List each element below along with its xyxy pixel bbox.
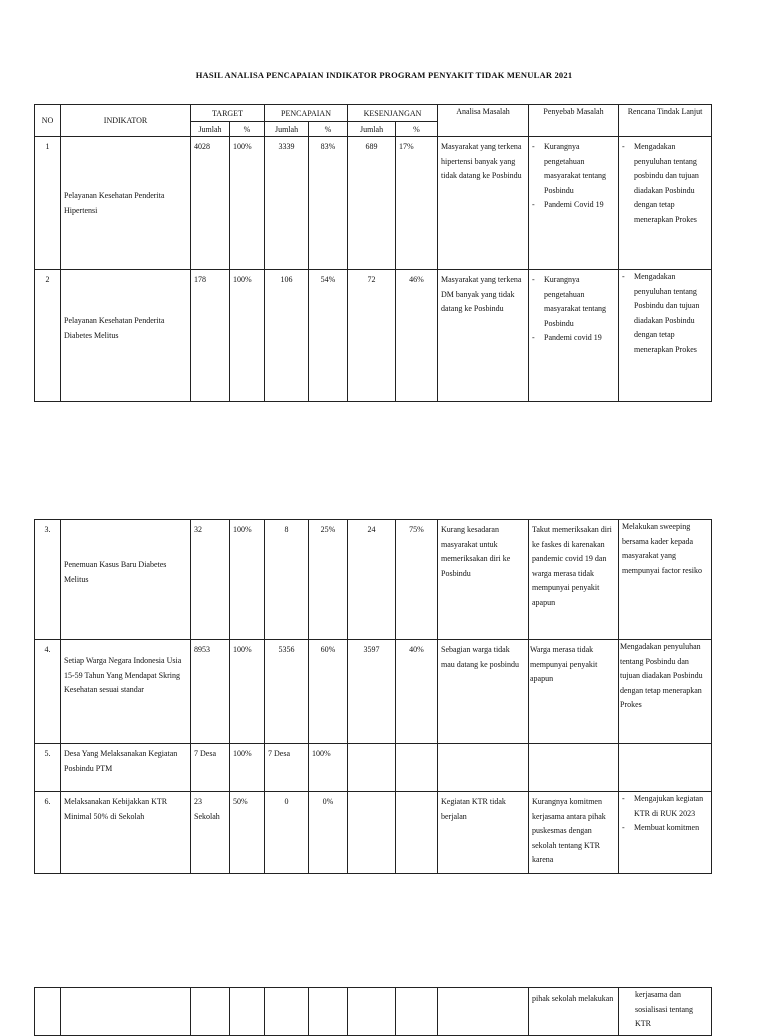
list-item: - Kurangnya pengetahuan masyarakat tentang Posbindu bbox=[532, 273, 615, 331]
subheader-senjang-jumlah: Jumlah bbox=[348, 122, 396, 137]
cell-senjang-pct bbox=[396, 744, 438, 792]
cell-senjang-jumlah: 24 bbox=[348, 520, 396, 640]
cell-target-pct: 100% bbox=[230, 270, 265, 402]
cell-no: 4. bbox=[35, 640, 61, 744]
cell-penyebab: Kurangnya komitmen kerjasama antara pihak puskesmas dengan sekolah tentang KTR karena bbox=[529, 792, 619, 874]
cell-senjang-jumlah bbox=[348, 792, 396, 874]
cell-capai-pct: 83% bbox=[309, 137, 348, 270]
cell-indikator bbox=[61, 988, 191, 1036]
cell-no: 1 bbox=[35, 137, 61, 270]
cell-indikator: Pelayanan Kesehatan Penderita Diabetes Melitus bbox=[61, 270, 191, 402]
header-analisa: Analisa Masalah bbox=[438, 105, 529, 137]
table-row bbox=[35, 520, 712, 640]
cell-capai-jumlah: 3339 bbox=[265, 137, 309, 270]
table-row bbox=[35, 270, 712, 402]
cell-rencana bbox=[619, 744, 712, 792]
cell-senjang-pct: 40% bbox=[396, 640, 438, 744]
cell-target-pct: 50% bbox=[230, 792, 265, 874]
cell-target-pct: 100% bbox=[230, 640, 265, 744]
cell-no: 3. bbox=[35, 520, 61, 640]
cell-no: 5. bbox=[35, 744, 61, 792]
cell-analisa: Sebagian warga tidak mau datang ke posbindu bbox=[438, 640, 529, 744]
list-item: - Membuat komitmen bbox=[622, 821, 708, 836]
cell-no: 6. bbox=[35, 792, 61, 874]
cell-penyebab: Warga merasa tidak mempunyai penyakit apapun bbox=[529, 640, 619, 744]
cell-capai-jumlah: 8 bbox=[265, 520, 309, 640]
cell-senjang-pct: 75% bbox=[396, 520, 438, 640]
cell-senjang-jumlah: 689 bbox=[348, 137, 396, 270]
cell-senjang-jumlah bbox=[348, 744, 396, 792]
cell-target-jumlah: 23 Sekolah bbox=[191, 792, 230, 874]
analysis-table-part-2 bbox=[34, 519, 712, 874]
subheader-capai-jumlah: Jumlah bbox=[265, 122, 309, 137]
cell-indikator: Melaksanakan Kebijakkan KTR Minimal 50% di Sekolah bbox=[61, 792, 191, 874]
cell-target-pct: 100% bbox=[230, 137, 265, 270]
cell-rencana bbox=[619, 792, 712, 874]
header-pencapaian: PENCAPAIAN bbox=[265, 105, 348, 122]
cell-indikator: Desa Yang Melaksanakan Kegiatan Posbindu PTM bbox=[61, 744, 191, 792]
cell-target-jumlah: 178 bbox=[191, 270, 230, 402]
cell-rencana: Melakukan sweeping bersama kader kepada masyarakat yang mempunyai factor resiko bbox=[619, 520, 712, 640]
list-item: - Mengadakan penyuluhan tentang posbindu dan tujuan diadakan Posbindu dengan tetap menerapkan Prokes bbox=[622, 140, 708, 227]
cell-senjang-pct: 46% bbox=[396, 270, 438, 402]
list-item: - Pandemi Covid 19 bbox=[532, 198, 615, 213]
subheader-capai-pct: % bbox=[309, 122, 348, 137]
header-no: NO bbox=[35, 105, 61, 137]
cell-penyebab bbox=[529, 744, 619, 792]
cell-capai-pct: 54% bbox=[309, 270, 348, 402]
subheader-target-pct: % bbox=[230, 122, 265, 137]
cell-senjang-pct: 17% bbox=[396, 137, 438, 270]
subheader-senjang-pct: % bbox=[396, 122, 438, 137]
document-title: HASIL ANALISA PENCAPAIAN INDIKATOR PROGRAM PENYAKIT TIDAK MENULAR 2021 bbox=[195, 70, 573, 80]
cell-capai-pct bbox=[309, 988, 348, 1036]
cell-penyebab: Takut memeriksakan diri ke faskes di karenakan pandemic covid 19 dan warga merasa tidak mempunyai penyakit apapun bbox=[529, 520, 619, 640]
cell-senjang-jumlah bbox=[348, 988, 396, 1036]
cell-analisa: Masyarakat yang terkena DM banyak yang tidak datang ke Posbindu bbox=[438, 270, 529, 402]
cell-penyebab bbox=[529, 137, 619, 270]
header-kesenjangan: KESENJANGAN bbox=[348, 105, 438, 122]
cell-capai-pct: 0% bbox=[309, 792, 348, 874]
table-row bbox=[35, 640, 712, 744]
cell-penyebab bbox=[529, 270, 619, 402]
cell-analisa bbox=[438, 988, 529, 1036]
header-rencana: Rencana Tindak Lanjut bbox=[619, 105, 712, 137]
table-row bbox=[35, 744, 712, 792]
header-indikator: INDIKATOR bbox=[61, 105, 191, 137]
cell-no: 2 bbox=[35, 270, 61, 402]
table-row bbox=[35, 792, 712, 874]
cell-analisa: Masyarakat yang terkena hipertensi banyak yang tidak datang ke Posbindu bbox=[438, 137, 529, 270]
cell-senjang-jumlah: 3597 bbox=[348, 640, 396, 744]
cell-target-pct bbox=[230, 988, 265, 1036]
cell-target-pct: 100% bbox=[230, 520, 265, 640]
cell-target-jumlah: 7 Desa bbox=[191, 744, 230, 792]
cell-capai-pct: 60% bbox=[309, 640, 348, 744]
cell-analisa: Kurang kesadaran masyarakat untuk memeriksakan diri ke Posbindu bbox=[438, 520, 529, 640]
analysis-table-part-1 bbox=[34, 104, 712, 402]
cell-target-jumlah: 32 bbox=[191, 520, 230, 640]
list-item: - Mengadakan penyuluhan tentang Posbindu dan tujuan diadakan Posbindu dengan tetap menerapkan Prokes bbox=[622, 270, 708, 357]
cell-rencana bbox=[619, 270, 712, 402]
header-penyebab: Penyebab Masalah bbox=[529, 105, 619, 137]
cell-senjang-jumlah: 72 bbox=[348, 270, 396, 402]
cell-target-pct: 100% bbox=[230, 744, 265, 792]
cell-capai-pct: 100% bbox=[309, 744, 348, 792]
list-item: - Mengajukan kegiatan KTR di RUK 2023 bbox=[622, 792, 708, 821]
list-item: - Pandemi covid 19 bbox=[532, 331, 615, 346]
table-row bbox=[35, 137, 712, 270]
cell-target-jumlah: 8953 bbox=[191, 640, 230, 744]
cell-capai-jumlah: 5356 bbox=[265, 640, 309, 744]
cell-capai-jumlah: 7 Desa bbox=[265, 744, 309, 792]
cell-analisa bbox=[438, 744, 529, 792]
table-header-row bbox=[35, 105, 712, 122]
cell-rencana: kerjasama dan sosialisasi tentang KTR bbox=[619, 988, 712, 1036]
subheader-target-jumlah: Jumlah bbox=[191, 122, 230, 137]
cell-indikator: Pelayanan Kesehatan Penderita Hipertensi bbox=[61, 137, 191, 270]
cell-indikator: Setiap Warga Negara Indonesia Usia 15-59 Tahun Yang Mendapat Skring Kesehatan sesuai standar bbox=[61, 640, 191, 744]
cell-indikator: Penemuan Kasus Baru Diabetes Melitus bbox=[61, 520, 191, 640]
cell-senjang-pct bbox=[396, 988, 438, 1036]
list-item: - Kurangnya pengetahuan masyarakat tentang Posbindu bbox=[532, 140, 615, 198]
cell-capai-jumlah: 0 bbox=[265, 792, 309, 874]
cell-capai-pct: 25% bbox=[309, 520, 348, 640]
cell-rencana bbox=[619, 137, 712, 270]
cell-target-jumlah bbox=[191, 988, 230, 1036]
table-row bbox=[35, 988, 712, 1036]
analysis-table-part-3 bbox=[34, 987, 712, 1036]
header-target: TARGET bbox=[191, 105, 265, 122]
cell-rencana: Mengadakan penyuluhan tentang Posbindu dan tujuan diadakan Posbindu dengan tetap menerapkan Prokes bbox=[619, 640, 712, 744]
cell-penyebab: pihak sekolah melakukan bbox=[529, 988, 619, 1036]
cell-senjang-pct bbox=[396, 792, 438, 874]
cell-analisa: Kegiatan KTR tidak berjalan bbox=[438, 792, 529, 874]
cell-no bbox=[35, 988, 61, 1036]
cell-capai-jumlah bbox=[265, 988, 309, 1036]
cell-target-jumlah: 4028 bbox=[191, 137, 230, 270]
cell-capai-jumlah: 106 bbox=[265, 270, 309, 402]
